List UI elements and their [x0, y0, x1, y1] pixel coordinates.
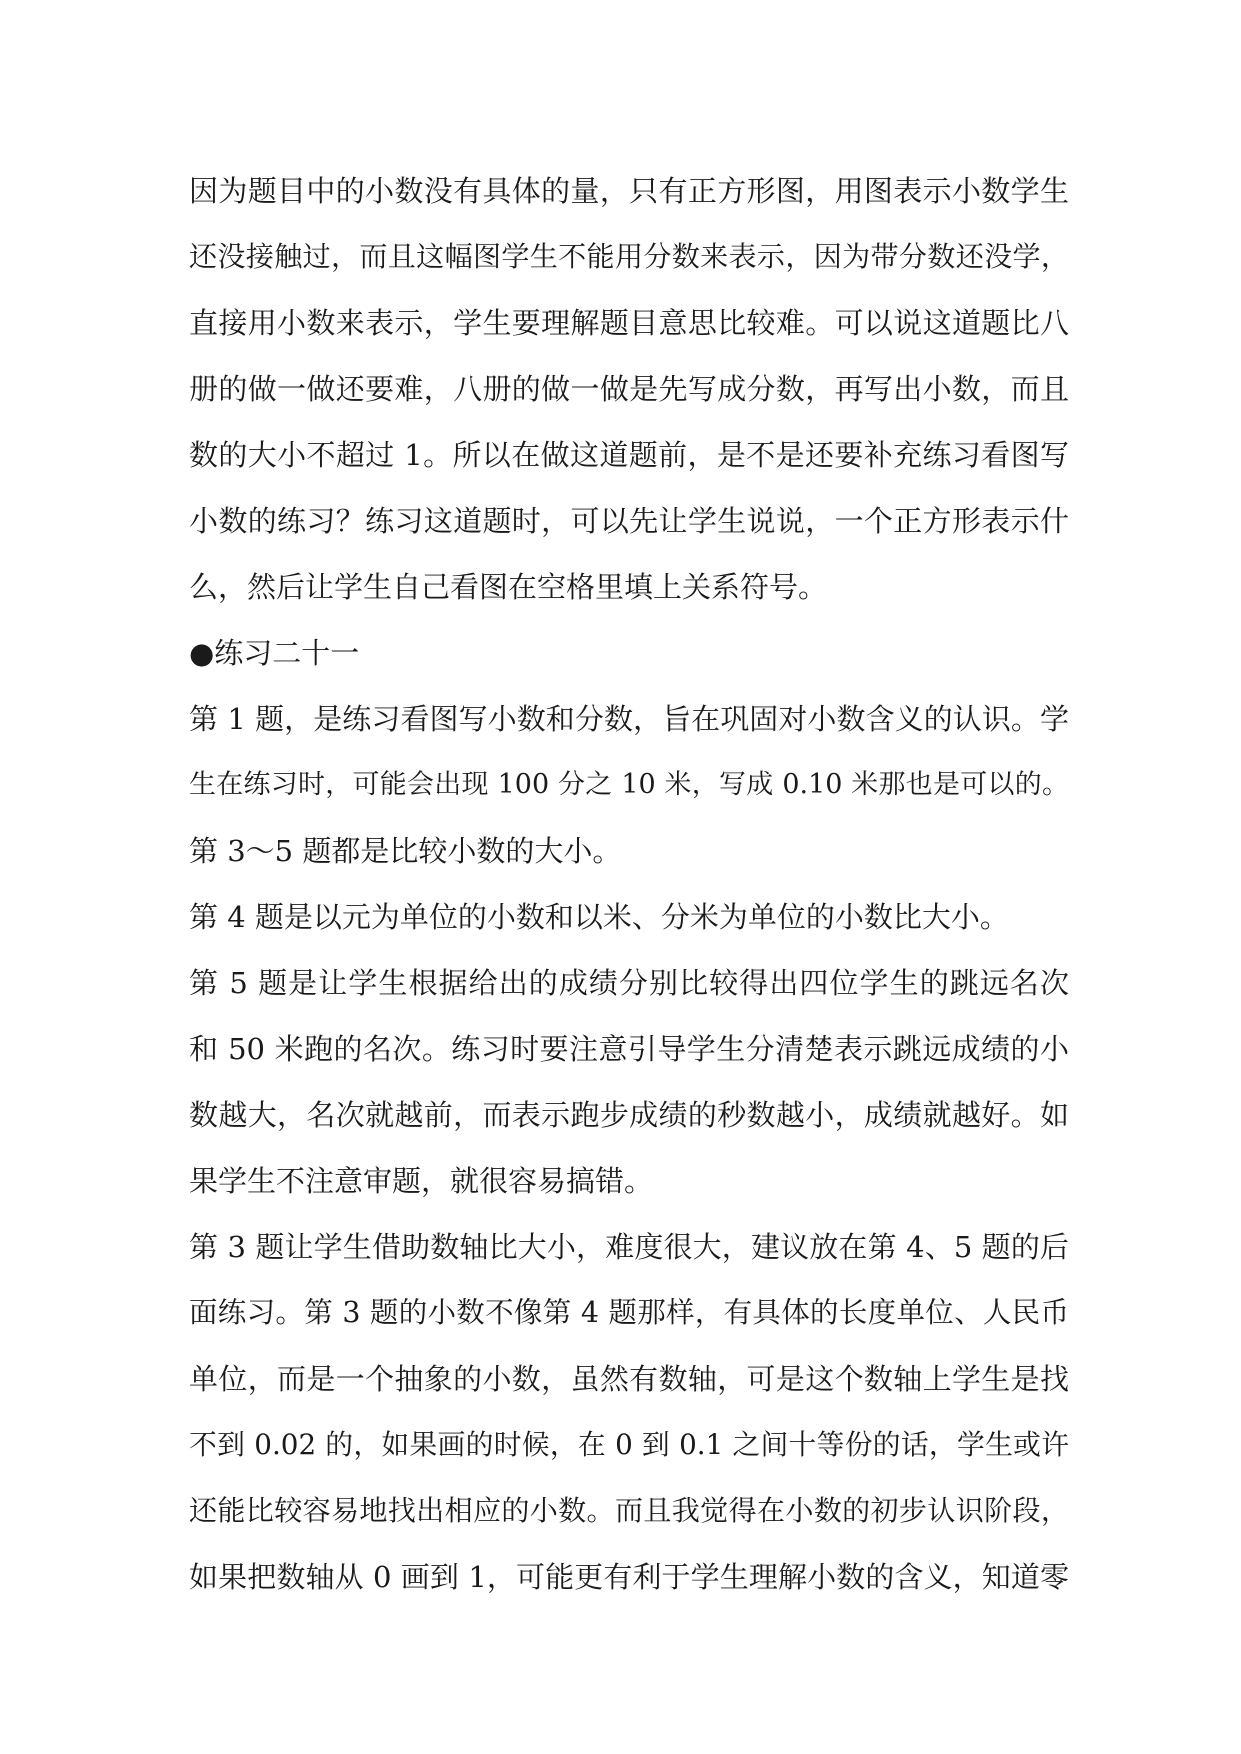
text-line: 第 1 题，是练习看图写小数和分数，旨在巩固对小数含义的认识。学: [189, 702, 1069, 736]
text-line: 还没接触过，而且这幅图学生不能用分数来表示，因为带分数还没学，: [189, 240, 1069, 273]
text-line: 第 3 题让学生借助数轴比大小，难度很大，建议放在第 4、5 题的后: [189, 1230, 1069, 1264]
text-line: 小数的练习？练习这道题时，可以先让学生说说，一个正方形表示什: [189, 504, 1069, 538]
text-line: 册的做一做还要难，八册的做一做是先写成分数，再写出小数，而且: [189, 372, 1069, 406]
text-line: ●练习二十一: [189, 636, 360, 670]
text-line: 不到 0.02 的，如果画的时候，在 0 到 0.1 之间十等份的话，学生或许: [189, 1428, 1069, 1461]
document-body: [189, 158, 1069, 1610]
text-line: 因为题目中的小数没有具体的量，只有正方形图，用图表示小数学生: [189, 174, 1069, 208]
text-line: 直接用小数来表示，学生要理解题目意思比较难。可以说这道题比八: [189, 306, 1069, 340]
text-line: 果学生不注意审题，就很容易搞错。: [189, 1164, 654, 1198]
text-line: 第 3～5 题都是比较小数的大小。: [189, 834, 622, 868]
text-line: 单位，而是一个抽象的小数，虽然有数轴，可是这个数轴上学生是找: [189, 1362, 1069, 1396]
text-line: 数越大，名次就越前，而表示跑步成绩的秒数越小，成绩就越好。如: [189, 1098, 1069, 1132]
text-line: 面练习。第 3 题的小数不像第 4 题那样，有具体的长度单位、人民币: [189, 1296, 1069, 1329]
text-line: 生在练习时，可能会出现 100 分之 10 米，写成 0.10 米那也是可以的。: [189, 769, 1069, 800]
text-line: 数的大小不超过 1。所以在做这道题前，是不是还要补充练习看图写: [189, 438, 1069, 472]
text-line: 第 5 题是让学生根据给出的成绩分别比较得出四位学生的跳远名次: [189, 966, 1069, 1000]
text-line: 如果把数轴从 0 画到 1，可能更有利于学生理解小数的含义，知道零: [189, 1560, 1069, 1594]
text-line: 和 50 米跑的名次。练习时要注意引导学生分清楚表示跳远成绩的小: [189, 1032, 1069, 1066]
text-line: 还能比较容易地找出相应的小数。而且我觉得在小数的初步认识阶段，: [189, 1494, 1069, 1527]
text-line: 第 4 题是以元为单位的小数和以米、分米为单位的小数比大小。: [189, 900, 1009, 934]
text-line: 么，然后让学生自己看图在空格里填上关系符号。: [189, 570, 828, 604]
